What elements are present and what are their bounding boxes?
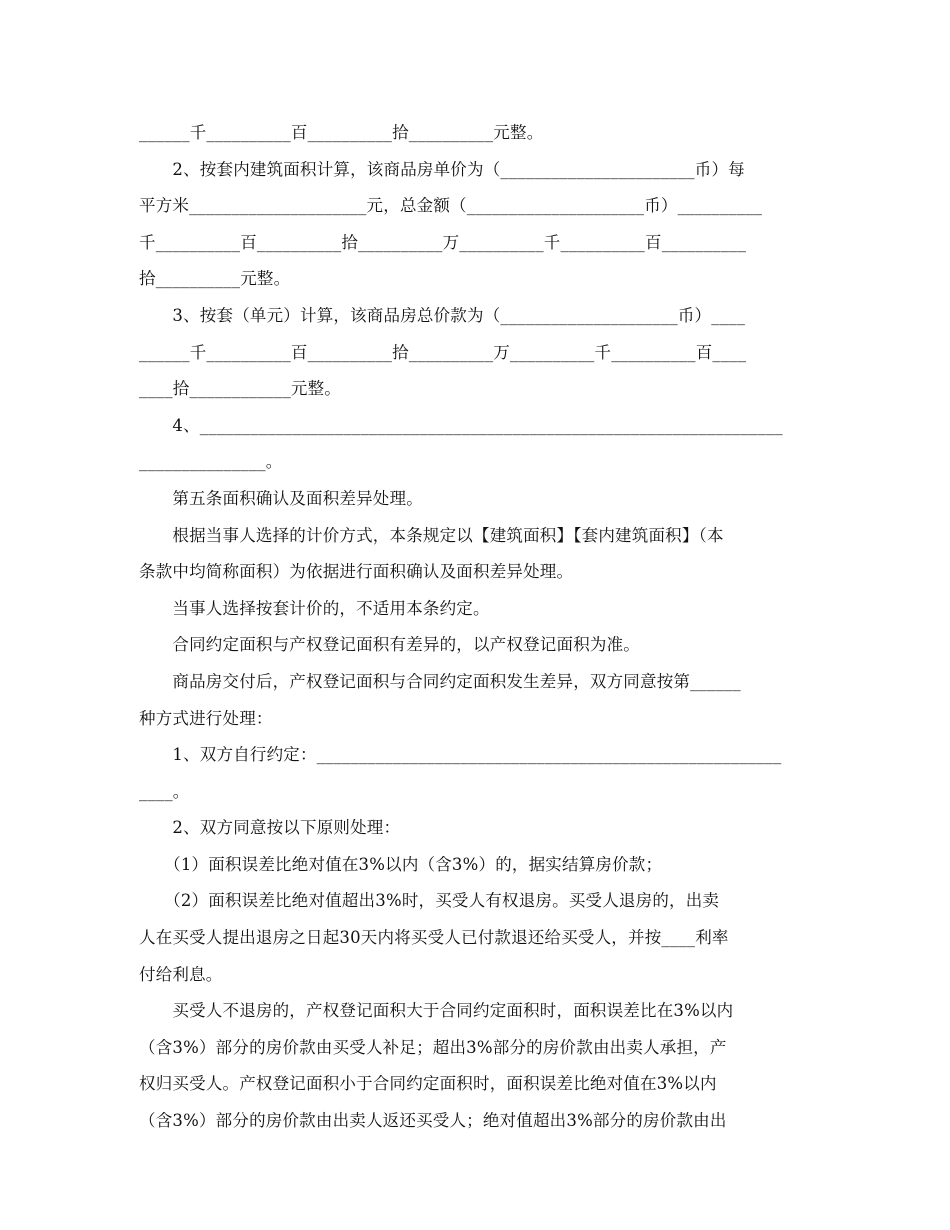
text-line: 1、双方自行约定：_______________________________________________________	[139, 745, 782, 765]
text-line: 当事人选择按套计价的，不适用本条约定。	[139, 598, 490, 618]
text-line: _______________。	[139, 452, 283, 472]
text-line: （1）面积误差比绝对值在3%以内（含3%）的，据实结算房价款；	[139, 854, 663, 874]
text-line: 合同约定面积与产权登记面积有差异的，以产权登记面积为准。	[139, 635, 640, 655]
text-line: 权归买受人。产权登记面积小于合同约定面积时，面积误差比绝对值在3%以内	[139, 1074, 717, 1094]
text-line: 付给利息。	[139, 964, 223, 984]
text-line: ____。	[139, 781, 190, 801]
text-line: 种方式进行处理：	[139, 708, 273, 728]
text-line: 2、双方同意按以下原则处理：	[139, 818, 401, 838]
text-line: （含3%）部分的房价款由买受人补足；超出3%部分的房价款由出卖人承担，产	[139, 1037, 727, 1057]
text-line: 人在买受人提出退房之日起30天内将买受人已付款退还给买受人，并按____利率	[139, 928, 729, 948]
text-line: ______千__________百__________拾__________元整。	[139, 123, 544, 142]
text-line: ______千__________百__________拾__________万__________千__________百____	[139, 342, 747, 362]
document-page	[139, 115, 811, 1140]
text-line: 3、按套（单元）计算，该商品房总价款为（_____________________币）____	[139, 305, 746, 325]
text-line: 条款中均简称面积）为依据进行面积确认及面积差异处理。	[139, 562, 574, 582]
section-heading: 第五条面积确认及面积差异处理。	[139, 488, 423, 508]
text-line: ____拾____________元整。	[139, 379, 341, 399]
text-line: （含3%）部分的房价款由出卖人返还买受人；绝对值超出3%部分的房价款由出	[139, 1111, 727, 1131]
text-line: 商品房交付后，产权登记面积与合同约定面积发生差异，双方同意按第______	[139, 671, 741, 691]
text-line: 拾__________元整。	[139, 269, 291, 289]
text-line: （2）面积误差比绝对值超出3%时，买受人有权退房。买受人退房的，出卖	[139, 891, 720, 911]
text-line: 根据当事人选择的计价方式，本条规定以【建筑面积】【套内建筑面积】（本	[139, 525, 724, 545]
text-line: 千__________百__________拾__________万__________千__________百__________	[139, 232, 747, 252]
text-line: 平方米_____________________元，总金额（_____________________币）__________	[139, 196, 763, 216]
text-line: 4、_____________________________________________________________________	[139, 415, 783, 435]
text-line: 2、按套内建筑面积计算，该商品房单价为（_______________________币）每	[139, 159, 745, 179]
text-line: 买受人不退房的，产权登记面积大于合同约定面积时，面积误差比在3%以内	[139, 1001, 734, 1021]
